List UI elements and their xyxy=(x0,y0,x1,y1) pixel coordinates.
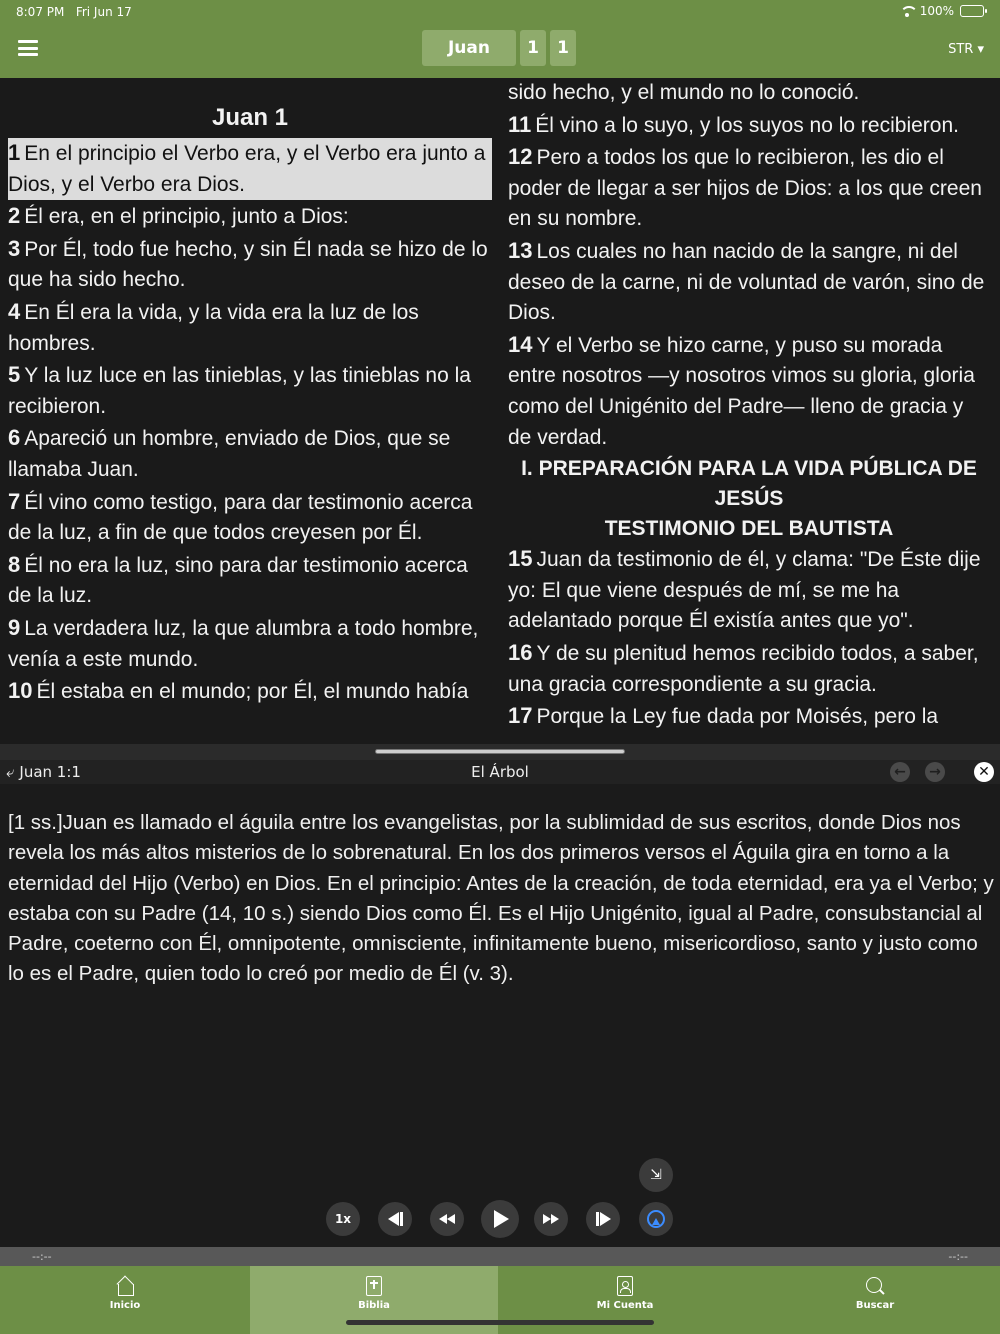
verse-13[interactable] xyxy=(508,236,990,329)
tab-inicio[interactable] xyxy=(0,1266,250,1334)
verse-list-right-b xyxy=(508,544,990,733)
battery-icon xyxy=(960,5,984,17)
skip-next-icon[interactable] xyxy=(586,1202,620,1236)
verse-text: En Él era la vida, y la vida era la luz de los hombres. xyxy=(8,300,419,355)
play-icon[interactable] xyxy=(481,1200,519,1238)
verse-number: 4 xyxy=(8,298,21,324)
verse-text: Y el Verbo se hizo carne, y puso su morada entre nosotros —y nosotros vimos su gloria, gloria como del Unigénito del Padre— lleno de gracia y de verdad. xyxy=(508,333,975,449)
verse-text: En el principio el Verbo era, y el Verbo era junto a Dios, y el Verbo era Dios. xyxy=(8,142,486,196)
verse-17[interactable] xyxy=(508,701,990,733)
commentary-header xyxy=(0,760,1000,784)
verse-text: Él vino como testigo, para dar testimonio acerca de la luz, a fin de que todos creyesen por Él. xyxy=(8,490,473,545)
verse-12[interactable] xyxy=(508,142,990,235)
verse-10[interactable] xyxy=(8,676,492,708)
verse-text: Él no era la luz, sino para dar testimonio acerca de la luz. xyxy=(8,553,468,608)
commentary-title: El Árbol xyxy=(471,763,529,781)
verse-text: Pero a todos los que lo recibieron, les dio el poder de llegar a ser hijos de Dios: a los que creen en su nombre. xyxy=(508,146,982,231)
status-date: Fri Jun 17 xyxy=(75,5,132,19)
verse-4[interactable] xyxy=(8,297,492,359)
book-icon xyxy=(366,1276,382,1296)
previous-arrow-icon[interactable]: ← xyxy=(890,762,910,782)
verse-1[interactable] xyxy=(8,138,492,200)
book-selector-button[interactable]: Juan xyxy=(422,30,516,66)
verse-number: 7 xyxy=(8,488,21,514)
verse-9[interactable] xyxy=(8,613,492,675)
skip-previous-icon[interactable] xyxy=(378,1202,412,1236)
verse-list-right-a xyxy=(508,110,990,454)
verse-number: 16 xyxy=(508,639,533,665)
verse-7[interactable] xyxy=(8,487,492,549)
verse-selector-button[interactable]: 1 xyxy=(550,30,576,66)
passage-selector xyxy=(422,30,576,66)
verse-number: 6 xyxy=(8,425,21,451)
verse-text: Y de su plenitud hemos recibido todos, a saber, una gracia correspondiente a su gracia. xyxy=(508,641,979,696)
verse-14[interactable] xyxy=(508,330,990,453)
verse-3[interactable] xyxy=(8,234,492,296)
tab-label: Biblia xyxy=(358,1300,390,1311)
status-clock: 8:07 PM xyxy=(16,5,65,19)
reader-column-right xyxy=(508,78,990,734)
verse-text: Porque la Ley fue dada por Moisés, pero la xyxy=(536,705,939,729)
verse-number: 10 xyxy=(8,678,33,704)
account-icon xyxy=(617,1276,633,1296)
reader-column-left xyxy=(8,78,492,709)
verse-number: 12 xyxy=(508,144,533,170)
wifi-icon xyxy=(900,6,914,16)
verse-number: 2 xyxy=(8,203,21,229)
next-arrow-icon[interactable]: → xyxy=(925,762,945,782)
verse-15[interactable] xyxy=(508,544,990,637)
fast-forward-icon[interactable] xyxy=(534,1202,568,1236)
verse-2[interactable] xyxy=(8,201,492,233)
verse-number: 11 xyxy=(508,111,532,137)
verse-number: 15 xyxy=(508,546,533,572)
section-subheading: TESTIMONIO DEL BAUTISTA xyxy=(604,517,894,541)
rewind-icon[interactable] xyxy=(430,1202,464,1236)
drag-handle[interactable] xyxy=(375,749,625,754)
chapter-title: Juan 1 xyxy=(211,104,289,131)
reference-label: Juan 1:1 xyxy=(19,763,81,781)
verse-5[interactable] xyxy=(8,360,492,422)
verse-text: Apareció un hombre, enviado de Dios, que se llamaba Juan. xyxy=(8,427,451,481)
menu-icon[interactable] xyxy=(18,40,38,56)
verse-16[interactable] xyxy=(508,638,990,700)
verse-text: Juan da testimonio de él, y clama: "De Éste dije yo: El que viene después de mí, se me ha adelantado porque Él existía antes que yo". xyxy=(508,548,981,633)
verse-number: 5 xyxy=(8,362,21,388)
search-icon xyxy=(865,1276,885,1296)
verse-text: Él era, en el principio, junto a Dios: xyxy=(24,205,349,229)
verse-text: Y la luz luce en las tinieblas, y las tinieblas no la recibieron. xyxy=(8,364,471,418)
time-elapsed: --:-- xyxy=(32,1250,52,1263)
airplay-icon[interactable] xyxy=(639,1202,673,1236)
reference-link[interactable] xyxy=(6,763,81,781)
status-time xyxy=(16,5,132,19)
verse-11[interactable] xyxy=(508,110,990,142)
bible-reader xyxy=(0,78,1000,744)
verse-8[interactable] xyxy=(8,550,492,612)
time-remaining: --:-- xyxy=(948,1250,968,1263)
verse-number: 1 xyxy=(8,140,21,165)
commentary-panel xyxy=(0,784,1000,1247)
tab-label: Buscar xyxy=(855,1300,895,1311)
chapter-selector-button[interactable]: 1 xyxy=(520,30,546,66)
version-selector-button[interactable]: STR ▾ xyxy=(948,42,984,57)
status-indicators xyxy=(900,4,984,18)
verse-text: Los cuales no han nacido de la sangre, ni del deseo de la carne, ni de voluntad de varón, sino de Dios. xyxy=(508,239,985,325)
verse-number: 17 xyxy=(508,703,533,729)
verse-6[interactable] xyxy=(8,423,492,485)
verse-number: 13 xyxy=(508,237,533,263)
commentary-text: [1 ss.]Juan es llamado el águila entre los evangelistas, por la sublimidad de sus escritos, donde Dios nos revela los más altos misterios de lo sobrenatural. En los dos primeros versos el Águila gira en torno a la eternidad del Hijo (Verbo) en Dios. En el principio: Antes de la creación, de toda eternidad, era ya el Verbo; y estaba con su Padre (14, 10 s.) siendo Dios como Él. Es el Hijo Unigénito, igual al Padre, consubstancial al Padre, coeterno con Él, omnipotente, omnisciente, infinitamente bueno, misericordioso, santo y justo como lo es el Padre, quien todo lo creó por medio de Él (v. 3). xyxy=(8,811,994,986)
audio-progress-bar[interactable] xyxy=(0,1247,1000,1266)
return-arrow-icon: ⤶ xyxy=(6,762,15,781)
verse-text: Él estaba en el mundo; por Él, el mundo había xyxy=(36,680,469,704)
home-indicator xyxy=(346,1320,654,1325)
playback-speed-button[interactable]: 1x xyxy=(326,1202,360,1236)
verse-number: 9 xyxy=(8,614,21,640)
verse-continuation[interactable]: sido hecho, y el mundo no lo conoció. xyxy=(508,81,860,104)
tab-buscar[interactable] xyxy=(750,1266,1000,1334)
verse-text: La verdadera luz, la que alumbra a todo hombre, venía a este mundo. xyxy=(8,616,479,671)
tab-label: Inicio xyxy=(109,1300,141,1311)
section-heading: I. PREPARACIÓN PARA LA VIDA PÚBLICA DE JESÚS xyxy=(521,457,977,511)
panel-divider[interactable] xyxy=(0,744,1000,760)
verse-number: 3 xyxy=(8,235,21,261)
home-icon xyxy=(116,1276,134,1296)
collapse-icon[interactable]: ⇲ xyxy=(639,1158,673,1192)
battery-percent: 100% xyxy=(919,4,954,18)
verse-number: 14 xyxy=(508,331,533,357)
close-icon[interactable]: ✕ xyxy=(974,762,994,782)
verse-text: Por Él, todo fue hecho, y sin Él nada se hizo de lo que ha sido hecho. xyxy=(8,237,488,292)
verse-number: 8 xyxy=(8,551,21,577)
verse-list-left xyxy=(8,138,492,708)
verse-text: Él vino a lo suyo, y los suyos no lo recibieron. xyxy=(535,113,959,137)
tab-label: Mi Cuenta xyxy=(596,1300,654,1311)
top-bar xyxy=(0,0,1000,78)
